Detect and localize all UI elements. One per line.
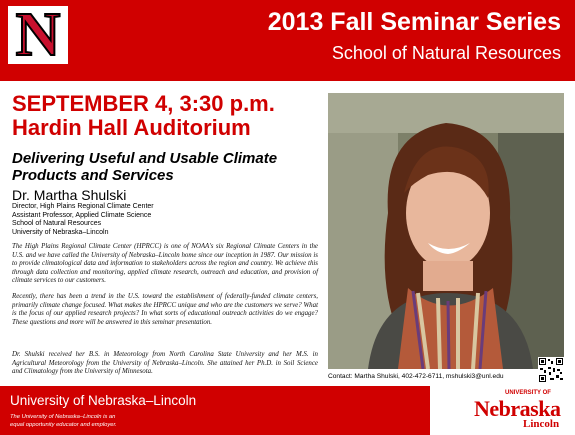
footer-logo-bottom: Lincoln — [523, 418, 560, 430]
credential-line: School of Natural Resources — [12, 220, 102, 228]
footer-logo-wordmark: Nebraska — [474, 396, 561, 421]
school-name: School of Natural Resources — [331, 43, 561, 63]
speaker-photo — [328, 93, 564, 369]
logo-letter: N — [15, 1, 61, 69]
bio-paragraph: Dr. Shulski received her B.S. in Meteorology from North Carolina State University and her M.S. in Agricultural Meteorology from the University of Nebraska–Lincoln. She attained her Ph.D. in Soil Science and Climatology from the University of Minnesota. — [12, 351, 318, 375]
footer-logo-top: UNIVERSITY OF — [505, 390, 551, 396]
abstract-paragraph: Recently, there has been a trend in the U.S. toward the establishment of federally-funded climate centers, primarily climate change focused. What makes the HPRCC unique and who are the customers we serve? What is the focus of our applied research projects? In what sorts of educational outreach activities do we engage? These questions and more will be answered in this seminar presentation. — [12, 293, 318, 326]
abstract-paragraph: The High Plains Regional Climate Center (HPRCC) is one of NOAA's six Regional Climate Centers in the U.S. and we have called the University of Nebraska–Lincoln home since our inception in 1987. Our mission is to provide climatological data and information to stakeholders across the region and country. We achieve this through data collection and monitoring, applied climate research, outreach and education, and provision of climate services to our customers. — [12, 243, 318, 284]
credential-line: University of Nebraska–Lincoln — [12, 228, 109, 236]
header-banner — [0, 0, 575, 81]
speaker-name: Dr. Martha Shulski — [12, 187, 127, 203]
event-date-time: SEPTEMBER 4, 3:30 p.m. — [12, 91, 275, 116]
nebraska-n-logo — [8, 1, 68, 69]
equal-opportunity-statement: equal opportunity educator and employer. — [10, 422, 117, 428]
series-title: 2013 Fall Seminar Series — [267, 8, 561, 36]
equal-opportunity-statement: The University of Nebraska–Lincoln is an — [10, 414, 116, 420]
credential-line: Assistant Professor, Applied Climate Science — [12, 211, 152, 219]
talk-title: Delivering Useful and Usable Climate Products and Services — [12, 150, 278, 184]
contact-info: Contact: Martha Shulski, 402-472-6711, mshulski3@unl.edu — [328, 373, 504, 380]
event-venue: Hardin Hall Auditorium — [12, 115, 251, 140]
credential-line: Director, High Plains Regional Climate Center — [12, 203, 154, 210]
footer-university-name: University of Nebraska–Lincoln — [10, 393, 197, 408]
speaker-credentials — [12, 203, 154, 237]
qr-code — [538, 357, 564, 383]
